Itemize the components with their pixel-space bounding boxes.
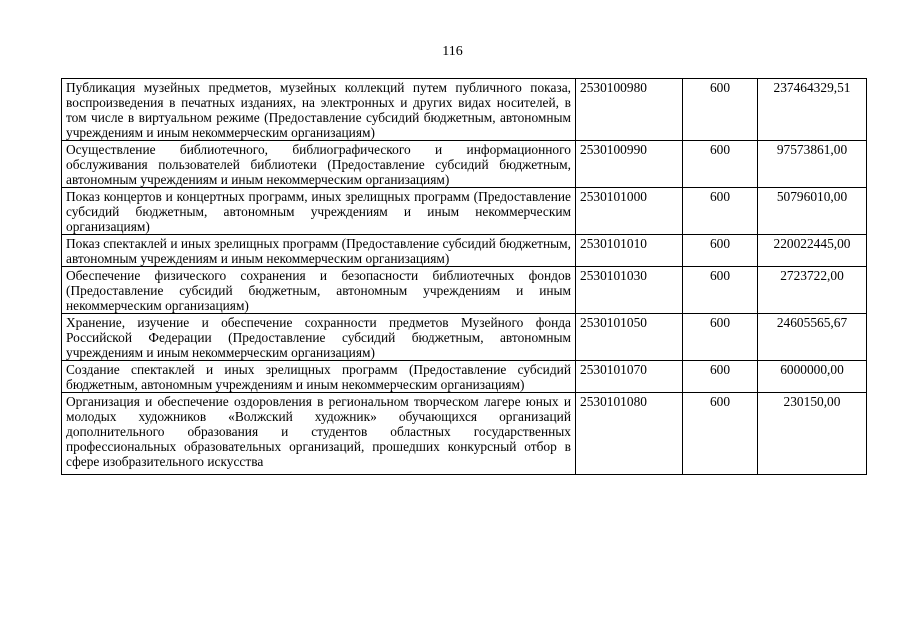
row-code: 2530101050 xyxy=(576,314,683,361)
table-row xyxy=(62,361,867,393)
table-row xyxy=(62,314,867,361)
page-number: 116 xyxy=(442,44,463,59)
table-row xyxy=(62,235,867,267)
row-description: Публикация музейных предметов, музейных коллекций путем публичного показа, воспроизведения в печатных изданиях, на электронных и других видах носителей, в том числе в виртуальном режиме (Предоставление субсидий бюджетным, автономным учреждениям и иным некоммерческим организациям) xyxy=(62,79,576,141)
row-amount: 237464329,51 xyxy=(758,79,867,141)
table-row xyxy=(62,188,867,235)
row-description: Показ концертов и концертных программ, иных зрелищных программ (Предоставление субсидий бюджетным, автономным учреждениям и иным некоммерческим организациям) xyxy=(62,188,576,235)
row-description: Организация и обеспечение оздоровления в региональном творческом лагере юных и молодых художников «Волжский художник» обучающихся организаций дополнительного образования и студентов областных государственных профессиональных образовательных организаций, прошедших конкурсный отбор в сфере изобразительного искусства xyxy=(62,393,576,475)
row-vr: 600 xyxy=(683,235,758,267)
row-vr: 600 xyxy=(683,393,758,475)
row-description: Хранение, изучение и обеспечение сохранности предметов Музейного фонда Российской Федерации (Предоставление субсидий бюджетным, автономным учреждениям и иным некоммерческим организациям) xyxy=(62,314,576,361)
table-row xyxy=(62,141,867,188)
row-vr: 600 xyxy=(683,141,758,188)
row-amount: 50796010,00 xyxy=(758,188,867,235)
table-row xyxy=(62,393,867,475)
row-code: 2530100990 xyxy=(576,141,683,188)
row-code: 2530101010 xyxy=(576,235,683,267)
table-row xyxy=(62,267,867,314)
row-amount: 230150,00 xyxy=(758,393,867,475)
row-vr: 600 xyxy=(683,188,758,235)
row-amount: 6000000,00 xyxy=(758,361,867,393)
row-description: Создание спектаклей и иных зрелищных программ (Предоставление субсидий бюджетным, автономным учреждениям и иным некоммерческим организациям) xyxy=(62,361,576,393)
row-vr: 600 xyxy=(683,267,758,314)
row-vr: 600 xyxy=(683,79,758,141)
row-description: Осуществление библиотечного, библиографического и информационного обслуживания пользователей библиотеки (Предоставление субсидий бюджетным, автономным учреждениям и иным некоммерческим организациям) xyxy=(62,141,576,188)
row-amount: 2723722,00 xyxy=(758,267,867,314)
row-code: 2530101000 xyxy=(576,188,683,235)
row-code: 2530101070 xyxy=(576,361,683,393)
row-code: 2530101030 xyxy=(576,267,683,314)
row-amount: 97573861,00 xyxy=(758,141,867,188)
row-description: Обеспечение физического сохранения и безопасности библиотечных фондов (Предоставление субсидий бюджетным, автономным учреждениям и иным некоммерческим организациям) xyxy=(62,267,576,314)
row-vr: 600 xyxy=(683,314,758,361)
table-row xyxy=(62,79,867,141)
row-vr: 600 xyxy=(683,361,758,393)
row-amount: 220022445,00 xyxy=(758,235,867,267)
row-code: 2530101080 xyxy=(576,393,683,475)
row-amount: 24605565,67 xyxy=(758,314,867,361)
row-description: Показ спектаклей и иных зрелищных программ (Предоставление субсидий бюджетным, автономным учреждениям и иным некоммерческим организациям) xyxy=(62,235,576,267)
budget-table xyxy=(61,78,867,475)
row-code: 2530100980 xyxy=(576,79,683,141)
